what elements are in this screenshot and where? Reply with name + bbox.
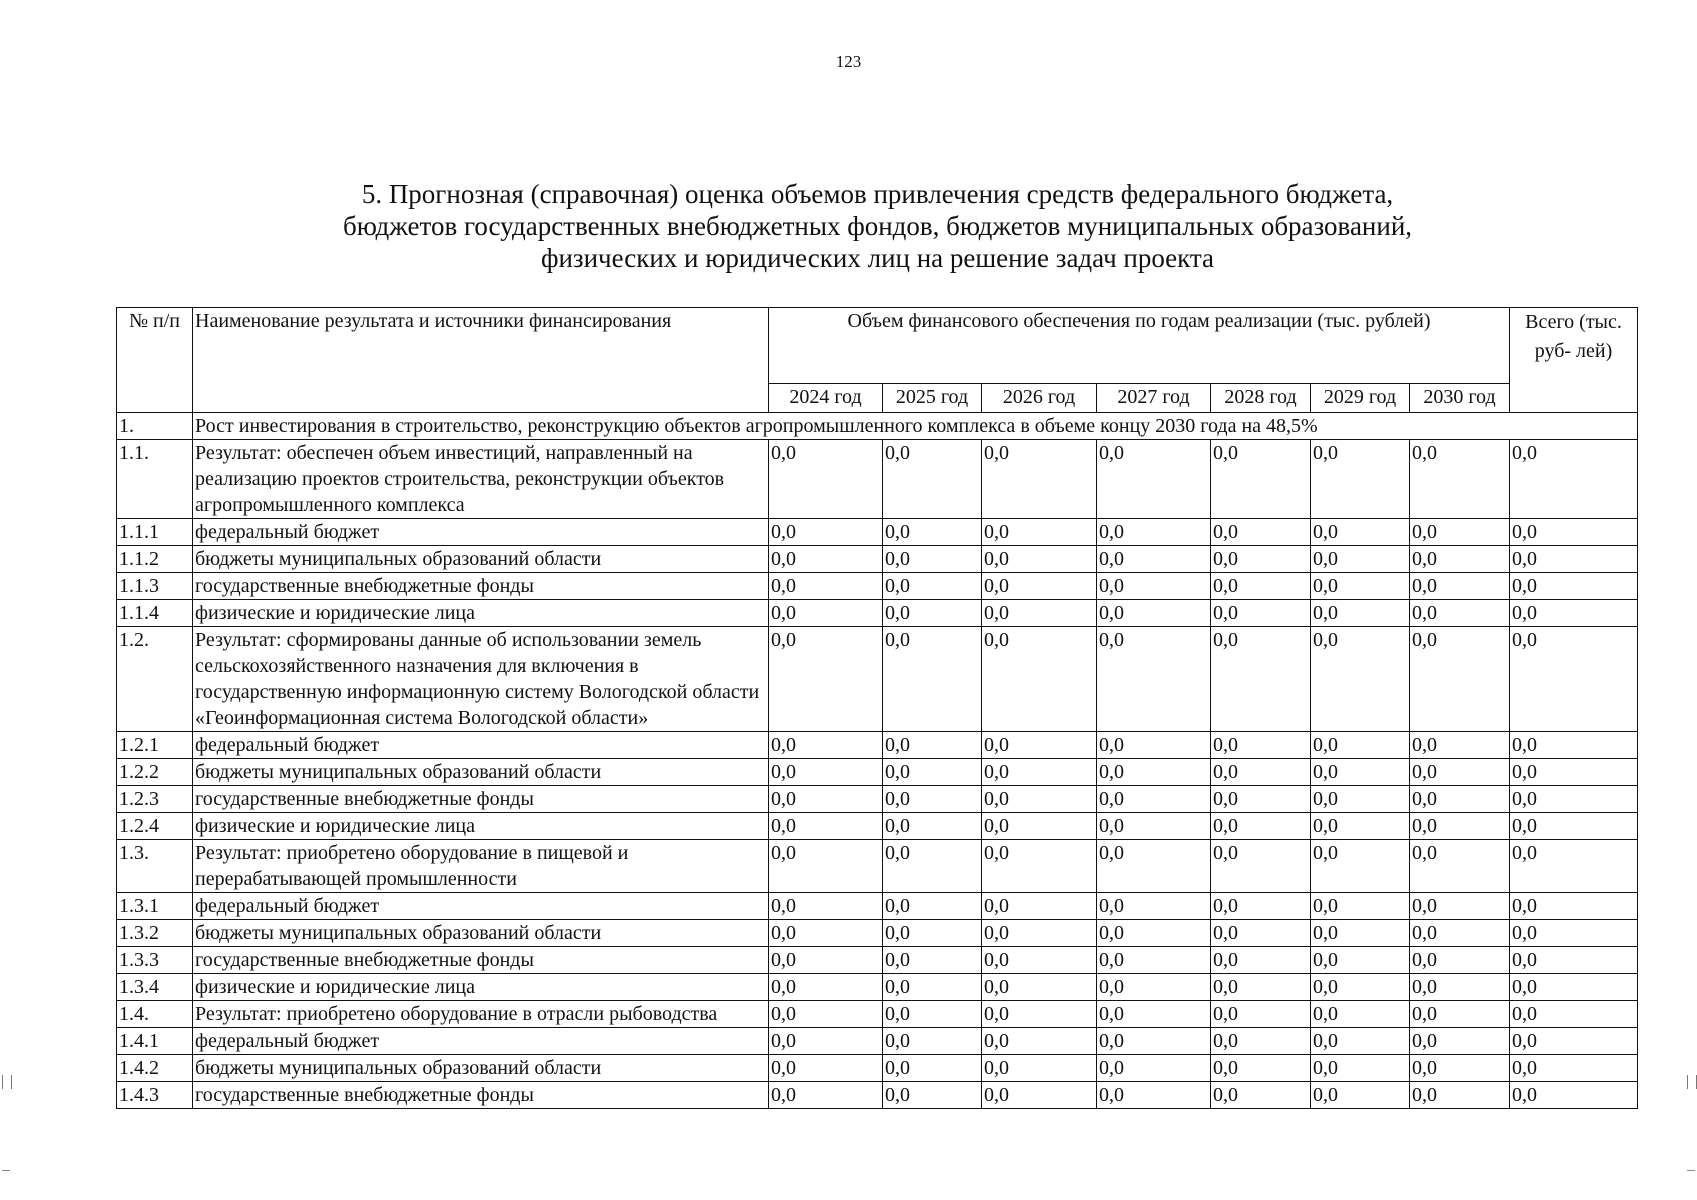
year-value-cell: 0,0	[1097, 600, 1211, 627]
total-cell: 0,0	[1510, 440, 1638, 519]
total-cell: 0,0	[1510, 974, 1638, 1001]
year-value-cell: 0,0	[1311, 600, 1410, 627]
year-value-cell: 0,0	[1097, 519, 1211, 546]
year-value-cell: 0,0	[1311, 732, 1410, 759]
year-value-cell: 0,0	[1410, 920, 1510, 947]
total-cell: 0,0	[1510, 1055, 1638, 1082]
year-value-cell: 0,0	[982, 893, 1097, 920]
year-value-cell: 0,0	[982, 840, 1097, 893]
year-value-cell: 0,0	[1097, 440, 1211, 519]
year-value-cell: 0,0	[1311, 974, 1410, 1001]
total-cell: 0,0	[1510, 947, 1638, 974]
year-value-cell: 0,0	[883, 600, 982, 627]
year-value-cell: 0,0	[982, 920, 1097, 947]
year-value-cell: 0,0	[1211, 600, 1311, 627]
year-value-cell: 0,0	[982, 786, 1097, 813]
total-cell: 0,0	[1510, 1028, 1638, 1055]
year-value-cell: 0,0	[1410, 759, 1510, 786]
row-name: физические и юридические лица	[193, 974, 769, 1001]
year-value-cell: 0,0	[1097, 1082, 1211, 1109]
year-value-cell: 0,0	[1311, 1001, 1410, 1028]
year-value-cell: 0,0	[883, 947, 982, 974]
row-num: 1.1.4	[117, 600, 193, 627]
total-cell: 0,0	[1510, 1082, 1638, 1109]
total-cell: 0,0	[1510, 813, 1638, 840]
year-value-cell: 0,0	[1097, 840, 1211, 893]
year-value-cell: 0,0	[982, 1082, 1097, 1109]
year-value-cell: 0,0	[883, 759, 982, 786]
source-row	[117, 519, 1638, 546]
year-value-cell: 0,0	[883, 813, 982, 840]
result-row	[117, 840, 1638, 893]
row-num: 1.1.2	[117, 546, 193, 573]
row-name: Результат: обеспечен объем инвестиций, направленный на реализацию проектов строительства, реконструкции объектов агропромышленного комплекса	[193, 440, 769, 519]
row-num: 1.2.3	[117, 786, 193, 813]
total-cell: 0,0	[1510, 600, 1638, 627]
year-value-cell: 0,0	[769, 1001, 883, 1028]
source-row	[117, 920, 1638, 947]
row-name: государственные внебюджетные фонды	[193, 786, 769, 813]
row-name: федеральный бюджет	[193, 732, 769, 759]
year-value-cell: 0,0	[883, 440, 982, 519]
year-value-cell: 0,0	[982, 519, 1097, 546]
header-year: 2025 год	[883, 384, 982, 413]
source-row	[117, 600, 1638, 627]
row-name: федеральный бюджет	[193, 1028, 769, 1055]
source-row	[117, 759, 1638, 786]
row-num: 1.4.2	[117, 1055, 193, 1082]
total-cell: 0,0	[1510, 893, 1638, 920]
source-row	[117, 732, 1638, 759]
year-value-cell: 0,0	[1211, 1028, 1311, 1055]
row-name: Результат: приобретено оборудование в отрасли рыбоводства	[193, 1001, 769, 1028]
year-value-cell: 0,0	[1211, 519, 1311, 546]
result-row	[117, 440, 1638, 519]
result-row	[117, 627, 1638, 732]
year-value-cell: 0,0	[1410, 519, 1510, 546]
year-value-cell: 0,0	[1410, 1001, 1510, 1028]
year-value-cell: 0,0	[1097, 627, 1211, 732]
row-name: физические и юридические лица	[193, 813, 769, 840]
year-value-cell: 0,0	[1097, 974, 1211, 1001]
year-value-cell: 0,0	[1410, 627, 1510, 732]
row-num: 1.2.4	[117, 813, 193, 840]
source-row	[117, 1055, 1638, 1082]
year-value-cell: 0,0	[883, 1001, 982, 1028]
year-value-cell: 0,0	[883, 546, 982, 573]
year-value-cell: 0,0	[883, 573, 982, 600]
year-value-cell: 0,0	[883, 627, 982, 732]
year-value-cell: 0,0	[1410, 974, 1510, 1001]
year-value-cell: 0,0	[769, 546, 883, 573]
year-value-cell: 0,0	[883, 893, 982, 920]
page-number: 123	[835, 52, 862, 71]
year-value-cell: 0,0	[1211, 627, 1311, 732]
source-row	[117, 546, 1638, 573]
year-value-cell: 0,0	[1311, 627, 1410, 732]
year-value-cell: 0,0	[1311, 840, 1410, 893]
year-value-cell: 0,0	[982, 1055, 1097, 1082]
header-year: 2024 год	[769, 384, 883, 413]
year-value-cell: 0,0	[1311, 1055, 1410, 1082]
year-value-cell: 0,0	[883, 974, 982, 1001]
year-value-cell: 0,0	[1410, 1028, 1510, 1055]
row-name: бюджеты муниципальных образований области	[193, 759, 769, 786]
year-value-cell: 0,0	[1097, 759, 1211, 786]
total-cell: 0,0	[1510, 759, 1638, 786]
year-value-cell: 0,0	[769, 600, 883, 627]
page-title	[300, 178, 1455, 274]
year-value-cell: 0,0	[1211, 1082, 1311, 1109]
scan-margin-mark	[2, 1170, 10, 1171]
year-value-cell: 0,0	[1097, 947, 1211, 974]
row-name: бюджеты муниципальных образований области	[193, 546, 769, 573]
year-value-cell: 0,0	[1211, 786, 1311, 813]
year-value-cell: 0,0	[1311, 573, 1410, 600]
year-value-cell: 0,0	[1211, 573, 1311, 600]
row-num: 1.3.	[117, 840, 193, 893]
section-row	[117, 413, 1638, 440]
row-name: федеральный бюджет	[193, 519, 769, 546]
year-value-cell: 0,0	[1097, 546, 1211, 573]
year-value-cell: 0,0	[769, 759, 883, 786]
scan-margin-mark	[2, 1075, 12, 1089]
year-value-cell: 0,0	[1097, 920, 1211, 947]
row-num: 1.4.	[117, 1001, 193, 1028]
year-value-cell: 0,0	[1211, 813, 1311, 840]
row-name: физические и юридические лица	[193, 600, 769, 627]
source-row	[117, 947, 1638, 974]
year-value-cell: 0,0	[1097, 813, 1211, 840]
total-cell: 0,0	[1510, 573, 1638, 600]
year-value-cell: 0,0	[1311, 1028, 1410, 1055]
year-value-cell: 0,0	[769, 786, 883, 813]
row-name: федеральный бюджет	[193, 893, 769, 920]
scan-margin-mark	[1687, 1170, 1695, 1171]
year-value-cell: 0,0	[769, 519, 883, 546]
header-num: № п/п	[117, 308, 193, 413]
year-value-cell: 0,0	[982, 1001, 1097, 1028]
source-row	[117, 1028, 1638, 1055]
year-value-cell: 0,0	[1211, 1055, 1311, 1082]
title-line: бюджетов государственных внебюджетных фондов, бюджетов муниципальных образований,	[342, 211, 1413, 241]
row-num: 1.1.1	[117, 519, 193, 546]
year-value-cell: 0,0	[1410, 947, 1510, 974]
year-value-cell: 0,0	[883, 1028, 982, 1055]
year-value-cell: 0,0	[982, 813, 1097, 840]
header-year: 2028 год	[1211, 384, 1311, 413]
year-value-cell: 0,0	[982, 1028, 1097, 1055]
year-value-cell: 0,0	[1211, 947, 1311, 974]
year-value-cell: 0,0	[1311, 440, 1410, 519]
total-cell: 0,0	[1510, 840, 1638, 893]
result-row	[117, 1001, 1638, 1028]
year-value-cell: 0,0	[1410, 1055, 1510, 1082]
year-value-cell: 0,0	[883, 840, 982, 893]
year-value-cell: 0,0	[1211, 920, 1311, 947]
year-value-cell: 0,0	[769, 573, 883, 600]
row-num: 1.3.2	[117, 920, 193, 947]
year-value-cell: 0,0	[1097, 786, 1211, 813]
year-value-cell: 0,0	[1410, 440, 1510, 519]
year-value-cell: 0,0	[1410, 1082, 1510, 1109]
source-row	[117, 813, 1638, 840]
year-value-cell: 0,0	[769, 893, 883, 920]
year-value-cell: 0,0	[1097, 1001, 1211, 1028]
header-name: Наименование результата и источники финансирования	[193, 308, 769, 413]
year-value-cell: 0,0	[1211, 546, 1311, 573]
title-line: физических и юридических лиц на решение задач проекта	[540, 243, 1215, 273]
row-name: государственные внебюджетные фонды	[193, 947, 769, 974]
year-value-cell: 0,0	[1097, 1028, 1211, 1055]
row-name: Результат: приобретено оборудование в пищевой и перерабатывающей промышленности	[193, 840, 769, 893]
source-row	[117, 893, 1638, 920]
title-line: 5. Прогнозная (справочная) оценка объемов привлечения средств федерального бюджета,	[361, 179, 1394, 209]
year-value-cell: 0,0	[1097, 1055, 1211, 1082]
financing-table	[116, 307, 1638, 1109]
year-value-cell: 0,0	[982, 627, 1097, 732]
year-value-cell: 0,0	[1211, 893, 1311, 920]
source-row	[117, 1082, 1638, 1109]
scan-margin-mark	[1687, 1075, 1697, 1089]
year-value-cell: 0,0	[1311, 786, 1410, 813]
row-num: 1.1.	[117, 440, 193, 519]
year-value-cell: 0,0	[1097, 573, 1211, 600]
total-cell: 0,0	[1510, 519, 1638, 546]
year-value-cell: 0,0	[982, 947, 1097, 974]
source-row	[117, 573, 1638, 600]
year-value-cell: 0,0	[769, 732, 883, 759]
section-text: Рост инвестирования в строительство, реконструкцию объектов агропромышленного комплекса в объеме концу 2030 года на 48,5%	[193, 413, 1638, 440]
header-total: Всего (тыс. руб- лей)	[1510, 308, 1638, 413]
total-cell: 0,0	[1510, 546, 1638, 573]
year-value-cell: 0,0	[1311, 759, 1410, 786]
source-row	[117, 974, 1638, 1001]
year-value-cell: 0,0	[883, 920, 982, 947]
row-name: государственные внебюджетные фонды	[193, 1082, 769, 1109]
year-value-cell: 0,0	[1311, 813, 1410, 840]
row-num: 1.3.1	[117, 893, 193, 920]
year-value-cell: 0,0	[982, 974, 1097, 1001]
year-value-cell: 0,0	[1311, 546, 1410, 573]
year-value-cell: 0,0	[982, 759, 1097, 786]
row-num: 1.2.2	[117, 759, 193, 786]
year-value-cell: 0,0	[982, 600, 1097, 627]
header-volume: Объем финансового обеспечения по годам реализации (тыс. рублей)	[769, 308, 1510, 384]
header-year: 2030 год	[1410, 384, 1510, 413]
year-value-cell: 0,0	[883, 732, 982, 759]
total-cell: 0,0	[1510, 786, 1638, 813]
row-num: 1.2.1	[117, 732, 193, 759]
year-value-cell: 0,0	[1211, 974, 1311, 1001]
year-value-cell: 0,0	[883, 1055, 982, 1082]
year-value-cell: 0,0	[883, 786, 982, 813]
year-value-cell: 0,0	[1211, 840, 1311, 893]
row-name: бюджеты муниципальных образований области	[193, 1055, 769, 1082]
row-num: 1.4.1	[117, 1028, 193, 1055]
year-value-cell: 0,0	[1311, 1082, 1410, 1109]
row-num: 1.1.3	[117, 573, 193, 600]
row-name: государственные внебюджетные фонды	[193, 573, 769, 600]
year-value-cell: 0,0	[1410, 840, 1510, 893]
year-value-cell: 0,0	[1410, 546, 1510, 573]
year-value-cell: 0,0	[769, 627, 883, 732]
year-value-cell: 0,0	[769, 1028, 883, 1055]
year-value-cell: 0,0	[982, 546, 1097, 573]
section-num: 1.	[117, 413, 193, 440]
year-value-cell: 0,0	[1410, 813, 1510, 840]
total-cell: 0,0	[1510, 1001, 1638, 1028]
year-value-cell: 0,0	[1410, 786, 1510, 813]
year-value-cell: 0,0	[883, 519, 982, 546]
total-cell: 0,0	[1510, 732, 1638, 759]
row-num: 1.2.	[117, 627, 193, 732]
year-value-cell: 0,0	[1311, 519, 1410, 546]
row-name: Результат: сформированы данные об использовании земель сельскохозяйственного назначения для включения в государственную информационную систему Вологодской области «Геоинформационная система Вологодской области»	[193, 627, 769, 732]
year-value-cell: 0,0	[883, 1082, 982, 1109]
header-year: 2029 год	[1311, 384, 1410, 413]
year-value-cell: 0,0	[1211, 440, 1311, 519]
year-value-cell: 0,0	[769, 1082, 883, 1109]
header-year: 2026 год	[982, 384, 1097, 413]
year-value-cell: 0,0	[982, 732, 1097, 759]
year-value-cell: 0,0	[1410, 893, 1510, 920]
year-value-cell: 0,0	[769, 813, 883, 840]
year-value-cell: 0,0	[1211, 759, 1311, 786]
year-value-cell: 0,0	[1410, 573, 1510, 600]
header-year: 2027 год	[1097, 384, 1211, 413]
year-value-cell: 0,0	[769, 947, 883, 974]
row-num: 1.3.4	[117, 974, 193, 1001]
total-cell: 0,0	[1510, 920, 1638, 947]
row-num: 1.4.3	[117, 1082, 193, 1109]
total-cell: 0,0	[1510, 627, 1638, 732]
source-row	[117, 786, 1638, 813]
year-value-cell: 0,0	[1211, 1001, 1311, 1028]
year-value-cell: 0,0	[769, 1055, 883, 1082]
year-value-cell: 0,0	[1097, 893, 1211, 920]
year-value-cell: 0,0	[1311, 947, 1410, 974]
year-value-cell: 0,0	[1410, 732, 1510, 759]
year-value-cell: 0,0	[1211, 732, 1311, 759]
year-value-cell: 0,0	[769, 920, 883, 947]
year-value-cell: 0,0	[982, 573, 1097, 600]
row-num: 1.3.3	[117, 947, 193, 974]
year-value-cell: 0,0	[769, 840, 883, 893]
row-name: бюджеты муниципальных образований области	[193, 920, 769, 947]
year-value-cell: 0,0	[1097, 732, 1211, 759]
year-value-cell: 0,0	[769, 974, 883, 1001]
year-value-cell: 0,0	[982, 440, 1097, 519]
year-value-cell: 0,0	[1410, 600, 1510, 627]
year-value-cell: 0,0	[1311, 920, 1410, 947]
year-value-cell: 0,0	[1311, 893, 1410, 920]
year-value-cell: 0,0	[769, 440, 883, 519]
